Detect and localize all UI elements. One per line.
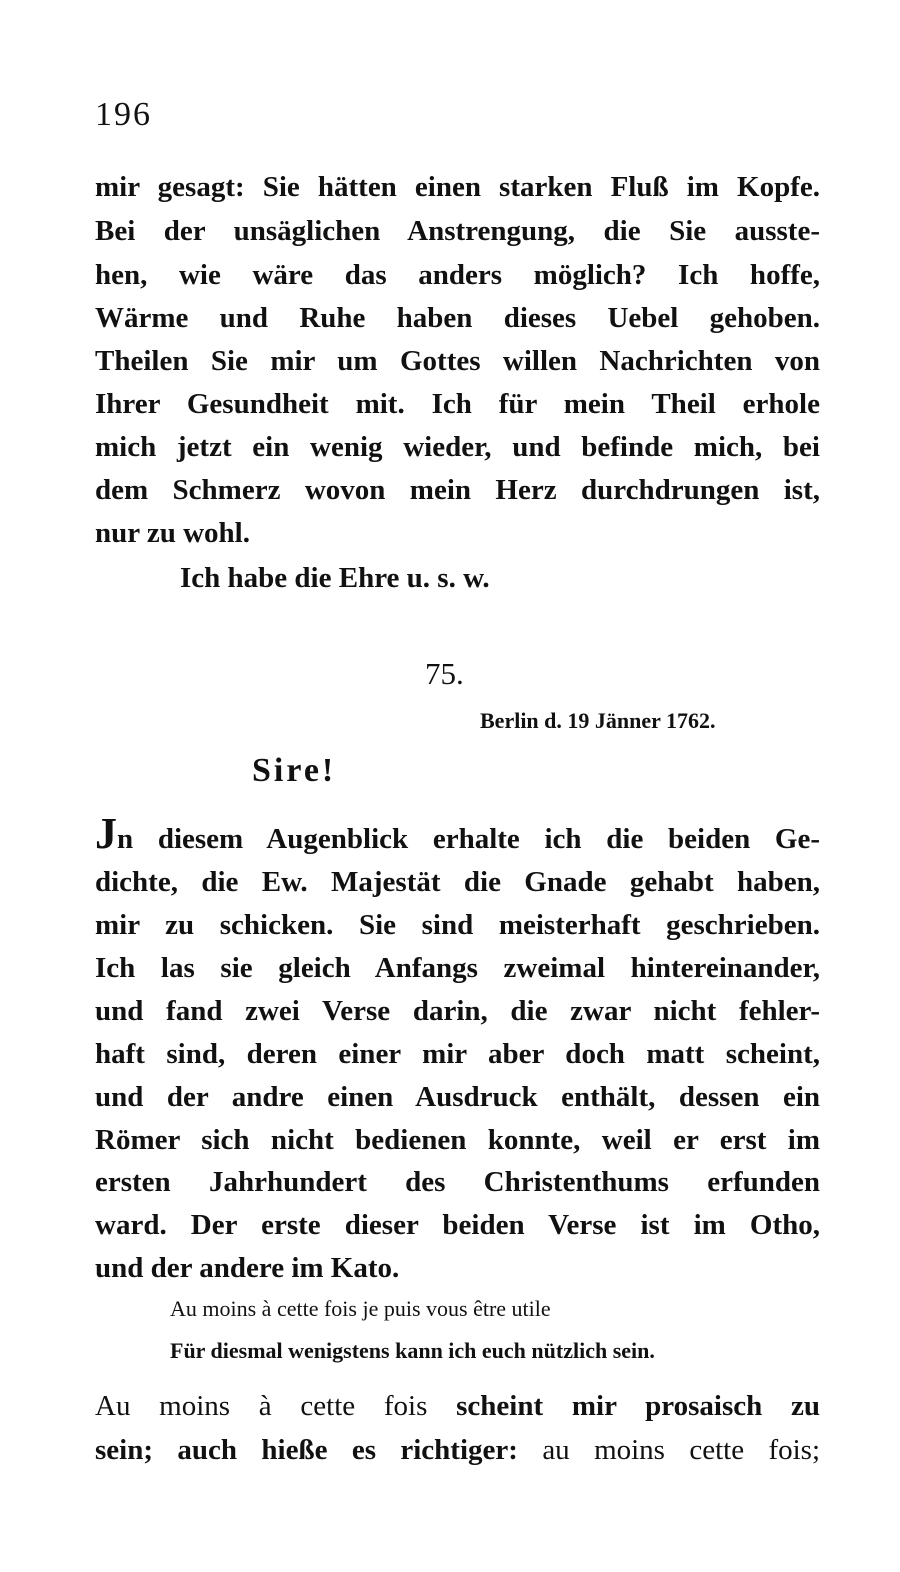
- paragraph-line: Ihrer Gesundheit mit. Ich für mein Theil erhole: [95, 388, 820, 420]
- french-phrase: au moins cette fois;: [542, 1434, 821, 1466]
- german-phrase: sein; auch hieße es richtiger:: [95, 1434, 518, 1466]
- letter-closing: Ich habe die Ehre u. s. w.: [180, 562, 490, 594]
- paragraph-line: mich jetzt ein wenig wieder, und befinde mich, bei: [95, 431, 820, 463]
- paragraph-line: nur zu wohl.: [95, 517, 250, 549]
- drop-cap: J: [95, 809, 117, 858]
- paragraph-line: Wärme und Ruhe haben dieses Uebel gehoben.: [95, 302, 820, 334]
- page-number: 196: [95, 96, 152, 133]
- french-verse-quote: Au moins à cette fois je puis vous être utile: [170, 1296, 551, 1321]
- paragraph-line: hen, wie wäre das anders möglich? Ich hoffe,: [95, 259, 820, 291]
- german-phrase: scheint mir prosaisch zu: [456, 1390, 820, 1422]
- letter-number: 75.: [425, 656, 464, 691]
- paragraph-first-line: [95, 809, 820, 859]
- paragraph-line: [95, 1386, 820, 1426]
- paragraph-line: Bei der unsäglichen Anstrengung, die Sie ausste-: [95, 215, 820, 247]
- paragraph-line: und der andre einen Ausdruck enthält, dessen ein: [95, 1081, 820, 1113]
- paragraph-line: n diesem Augenblick erhalte ich die beiden Ge-: [117, 823, 820, 855]
- paragraph-line: und der andere im Kato.: [95, 1252, 400, 1284]
- german-verse-translation: Für diesmal wenigstens kann ich euch nützlich sein.: [170, 1338, 655, 1363]
- paragraph-line: [95, 1430, 820, 1470]
- paragraph-line: dichte, die Ew. Majestät die Gnade gehabt haben,: [95, 866, 820, 898]
- french-phrase: Au moins à cette fois: [95, 1390, 428, 1422]
- dateline: Berlin d. 19 Jänner 1762.: [480, 708, 716, 733]
- paragraph-line: mir zu schicken. Sie sind meisterhaft geschrieben.: [95, 909, 820, 941]
- paragraph-line: ersten Jahrhundert des Christenthums erfunden: [95, 1166, 820, 1198]
- paragraph-line: Ich las sie gleich Anfangs zweimal hintereinander,: [95, 952, 820, 984]
- paragraph-line: mir gesagt: Sie hätten einen starken Fluß im Kopfe.: [95, 171, 820, 203]
- paragraph-line: dem Schmerz wovon mein Herz durchdrungen ist,: [95, 474, 820, 506]
- paragraph-line: haft sind, deren einer mir aber doch matt scheint,: [95, 1038, 820, 1070]
- salutation: Sire!: [252, 752, 337, 789]
- paragraph-line: Römer sich nicht bedienen konnte, weil er erst im: [95, 1124, 820, 1156]
- paragraph-line: Theilen Sie mir um Gottes willen Nachrichten von: [95, 345, 820, 377]
- paragraph-line: und fand zwei Verse darin, die zwar nicht fehler-: [95, 995, 820, 1027]
- paragraph-line: ward. Der erste dieser beiden Verse ist im Otho,: [95, 1209, 820, 1241]
